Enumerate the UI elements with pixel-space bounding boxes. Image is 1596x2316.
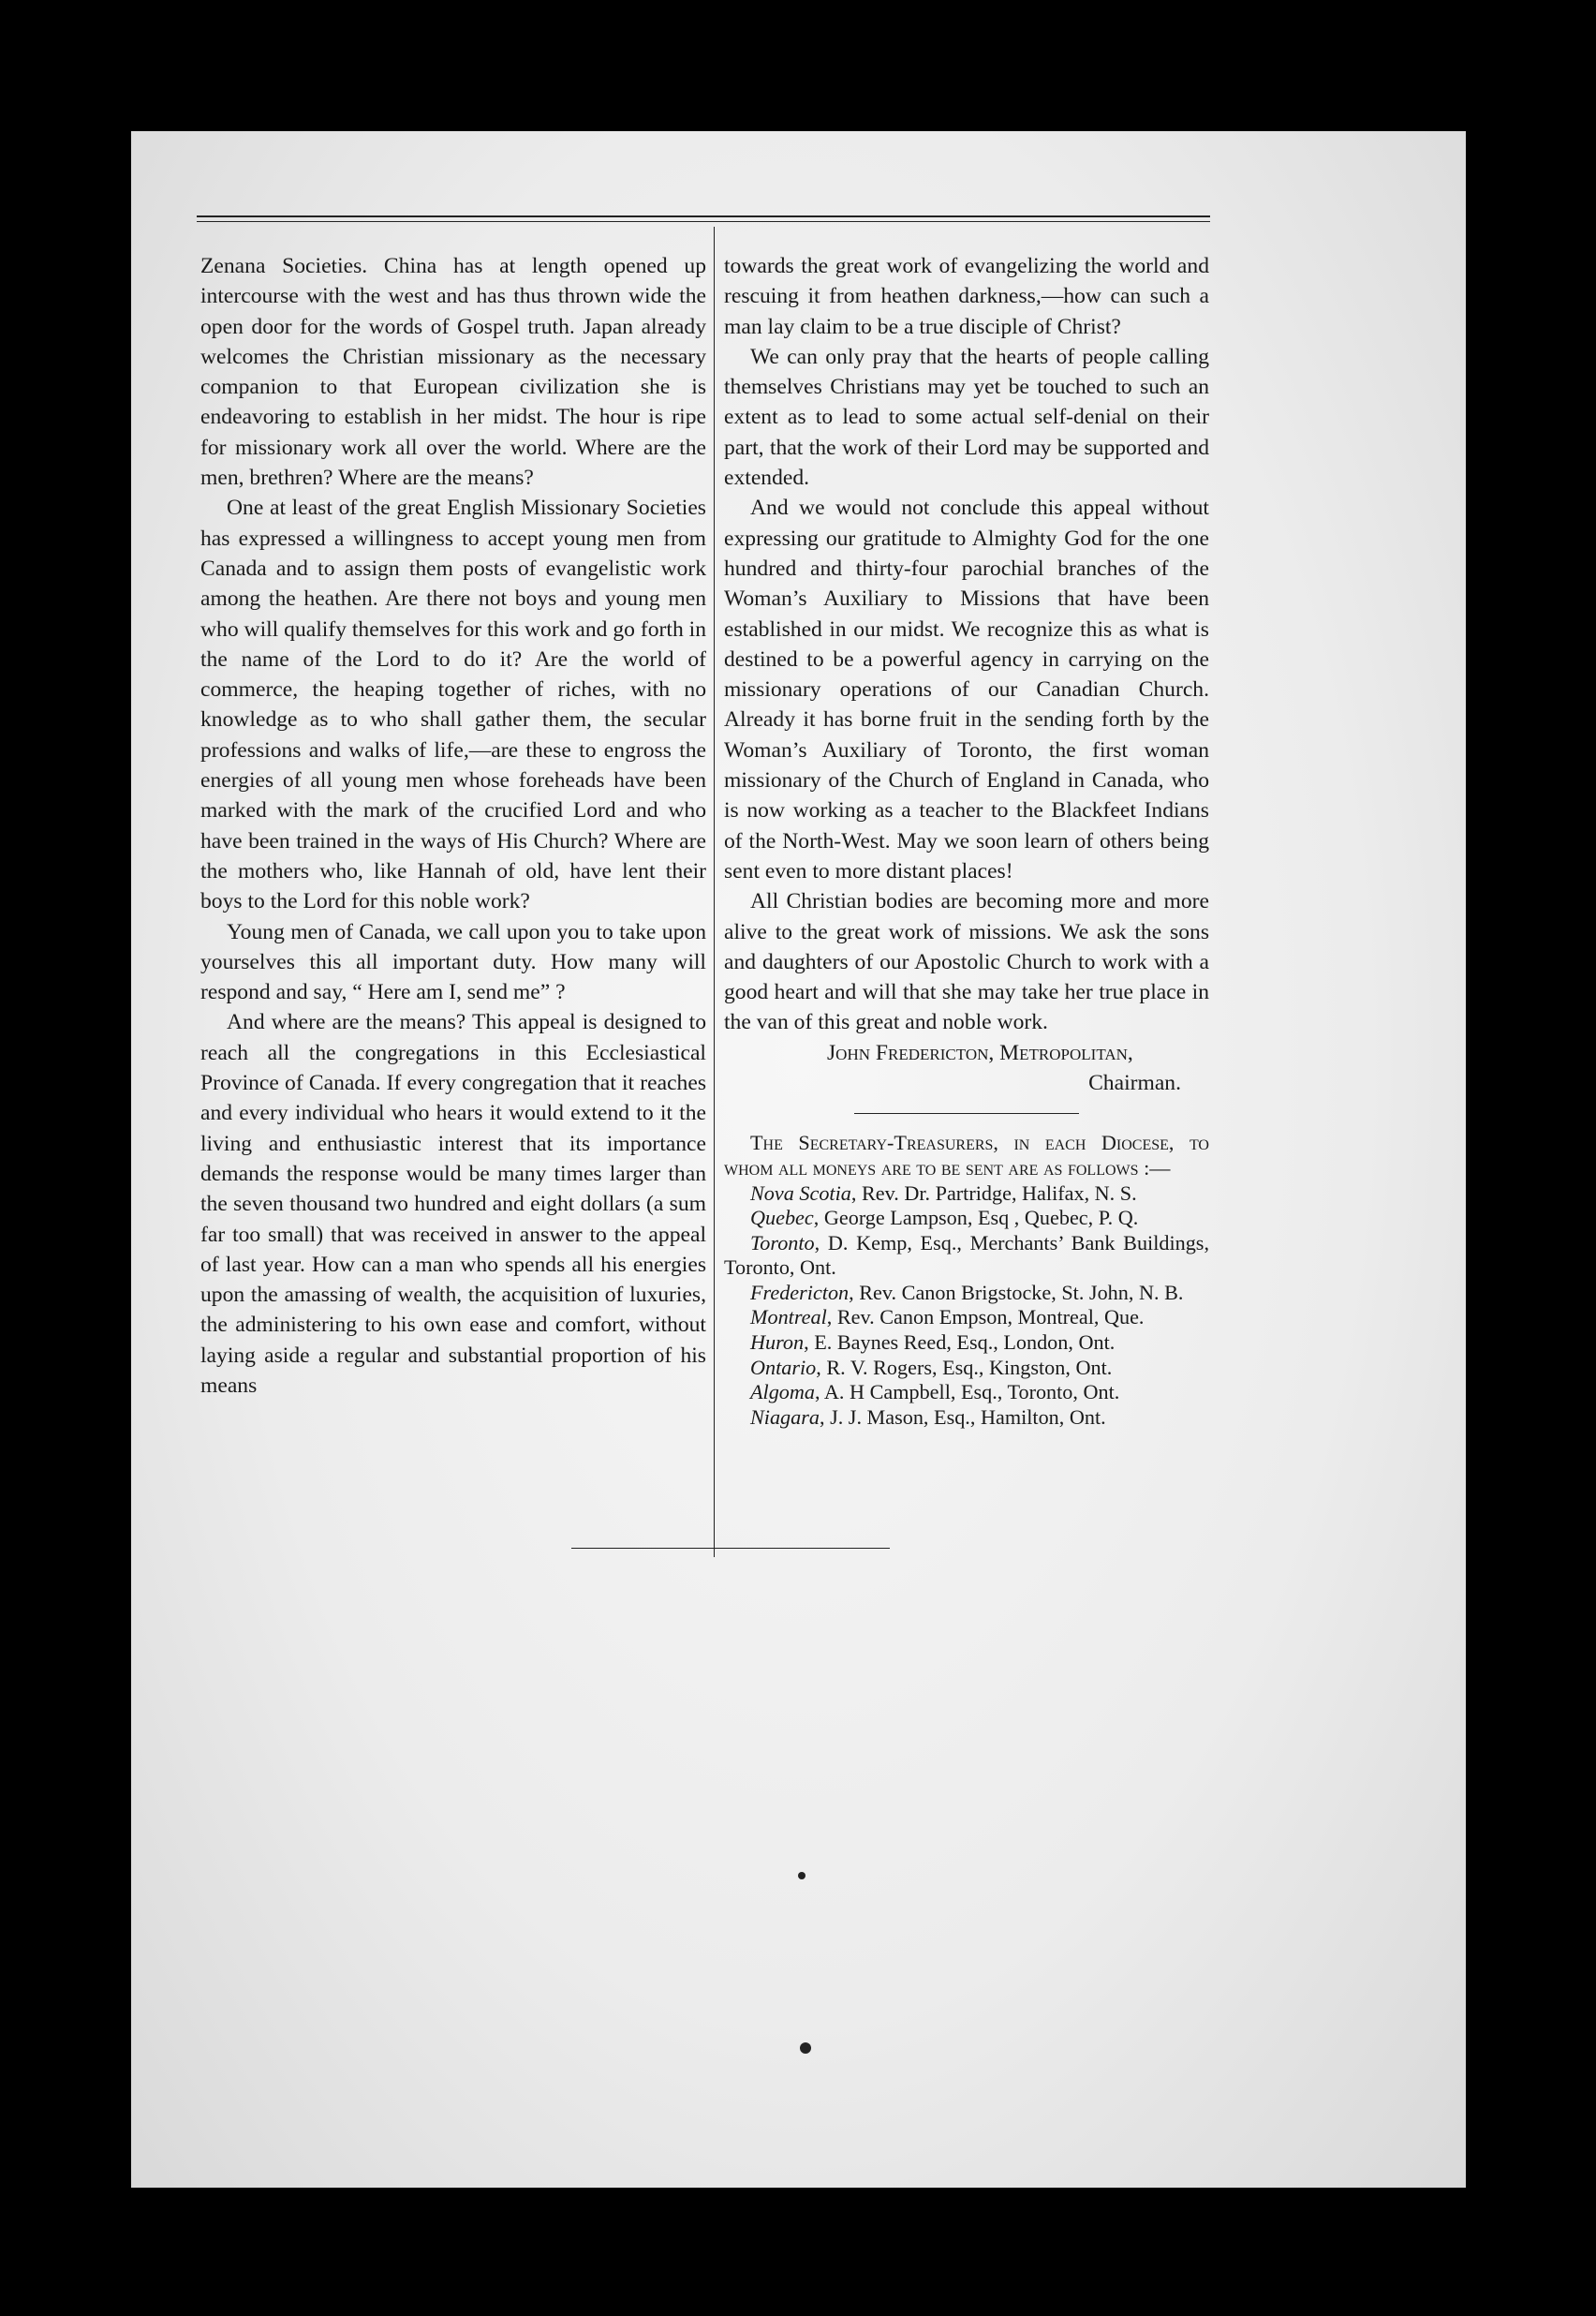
section-rule bbox=[854, 1113, 1079, 1114]
left-column bbox=[200, 251, 706, 1401]
top-double-rule bbox=[197, 215, 1210, 222]
list-item: Ontario, R. V. Rogers, Esq., Kingston, Ont. bbox=[750, 1355, 1113, 1379]
paragraph: And where are the means? This appeal is designed to reach all the congregations in this Ecclesiastical Province of Canada. If every congregation that it reaches and every individual who hears it would extend to it the living and enthusiastic interest that its importance demands the response would be many times larger than the seven thousand two hundred and eight dollars (a sum far too small) that was received in answer to the appeal of last year. How can a man who spends all his energies upon the amassing of wealth, the acquisition of luxuries, the administering to his own ease and comfort, without laying aside a regular and substantial proportion of his means bbox=[200, 1010, 706, 1398]
signature-role: Chairman. bbox=[1088, 1071, 1181, 1096]
treasurers-intro: The Secretary-Treasurers, in each Diocese, to whom all moneys are to be sent are as follows :— bbox=[724, 1131, 1209, 1180]
paragraph: We can only pray that the hearts of people calling themselves Christians may yet be touched to such an extent as to lead to some actual self-denial on their part, that the work of their Lord may be supported and extended. bbox=[724, 344, 1209, 491]
signature-name: John Fredericton, Metropolitan, bbox=[827, 1040, 1133, 1065]
paragraph: Zenana Societies. China has at length opened up intercourse with the west and has thus thrown wide the open door for the words of Gospel truth. Japan already welcomes the Christian missionary as the necessary companion to that European civilization she is endeavoring to establish in her midst. The hour is ripe for missionary work all over the world. Where are the men, brethren? Where are the means? bbox=[200, 254, 706, 491]
list-item: Niagara, J. J. Mason, Esq., Hamilton, Ont. bbox=[750, 1404, 1106, 1429]
column-divider bbox=[714, 227, 715, 1557]
list-item: Nova Scotia, Rev. Dr. Partridge, Halifax, N. S. bbox=[750, 1180, 1137, 1205]
paragraph: towards the great work of evangelizing the world and rescuing it from heathen darkness,—how can such a man lay claim to be a true disciple of Christ? bbox=[724, 254, 1209, 339]
list-item: Quebec, George Lampson, Esq , Quebec, P. Q. bbox=[750, 1206, 1139, 1230]
list-item: Toronto, D. Kemp, Esq., Merchants’ Bank Buildings, Toronto, Ont. bbox=[724, 1230, 1209, 1280]
paragraph: All Christian bodies are becoming more and more alive to the great work of missions. We ask the sons and daughters of our Apostolic Church to work with a good heart and will that she may take her true place in the van of this great and noble work. bbox=[724, 889, 1209, 1035]
list-item: Huron, E. Baynes Reed, Esq., London, Ont. bbox=[750, 1330, 1116, 1355]
paragraph: Young men of Canada, we call upon you to take upon yourselves this all important duty. How many will respond and say, “ Here am I, send me” ? bbox=[200, 919, 706, 1005]
bottom-rule bbox=[571, 1548, 890, 1549]
paragraph: And we would not conclude this appeal without expressing our gratitude to Almighty God for the one hundred and thirty-four parochial branches of the Woman’s Auxiliary to Missions that have been established in our midst. We recognize this as what is destined to be a powerful agency in carrying on the missionary operations of our Canadian Church. Already it has borne fruit in the sending forth by the Woman’s Auxiliary of Toronto, the first woman missionary of the Church of England in Canada, who is now working as a teacher to the Blackfeet Indians of the North-West. May we soon learn of others being sent even to more distant places! bbox=[724, 496, 1209, 883]
right-column bbox=[724, 251, 1209, 1430]
list-item: Montreal, Rev. Canon Empson, Montreal, Que. bbox=[750, 1305, 1145, 1329]
paragraph: One at least of the great English Missionary Societies has expressed a willingness to accept young men from Canada and to assign them posts of evangelistic work among the heathen. Are there not boys and young men who will qualify themselves for this work and go forth in the name of the Lord to do it? Are the world of commerce, the heaping together of riches, with no knowledge as to who shall gather them, the secular professions and walks of life,—are these to engross the energies of all young men whose foreheads have been marked with the mark of the crucified Lord and who have been trained in the ways of His Church? Where are the mothers who, like Hannah of old, have lent their boys to the Lord for this noble work? bbox=[200, 496, 706, 914]
ink-speck bbox=[800, 2042, 811, 2054]
list-item: Algoma, A. H Campbell, Esq., Toronto, Ont. bbox=[750, 1380, 1120, 1404]
list-item: Fredericton, Rev. Canon Brigstocke, St. John, N. B. bbox=[750, 1280, 1184, 1304]
ink-speck bbox=[798, 1872, 805, 1879]
treasurers-list bbox=[724, 1131, 1209, 1430]
